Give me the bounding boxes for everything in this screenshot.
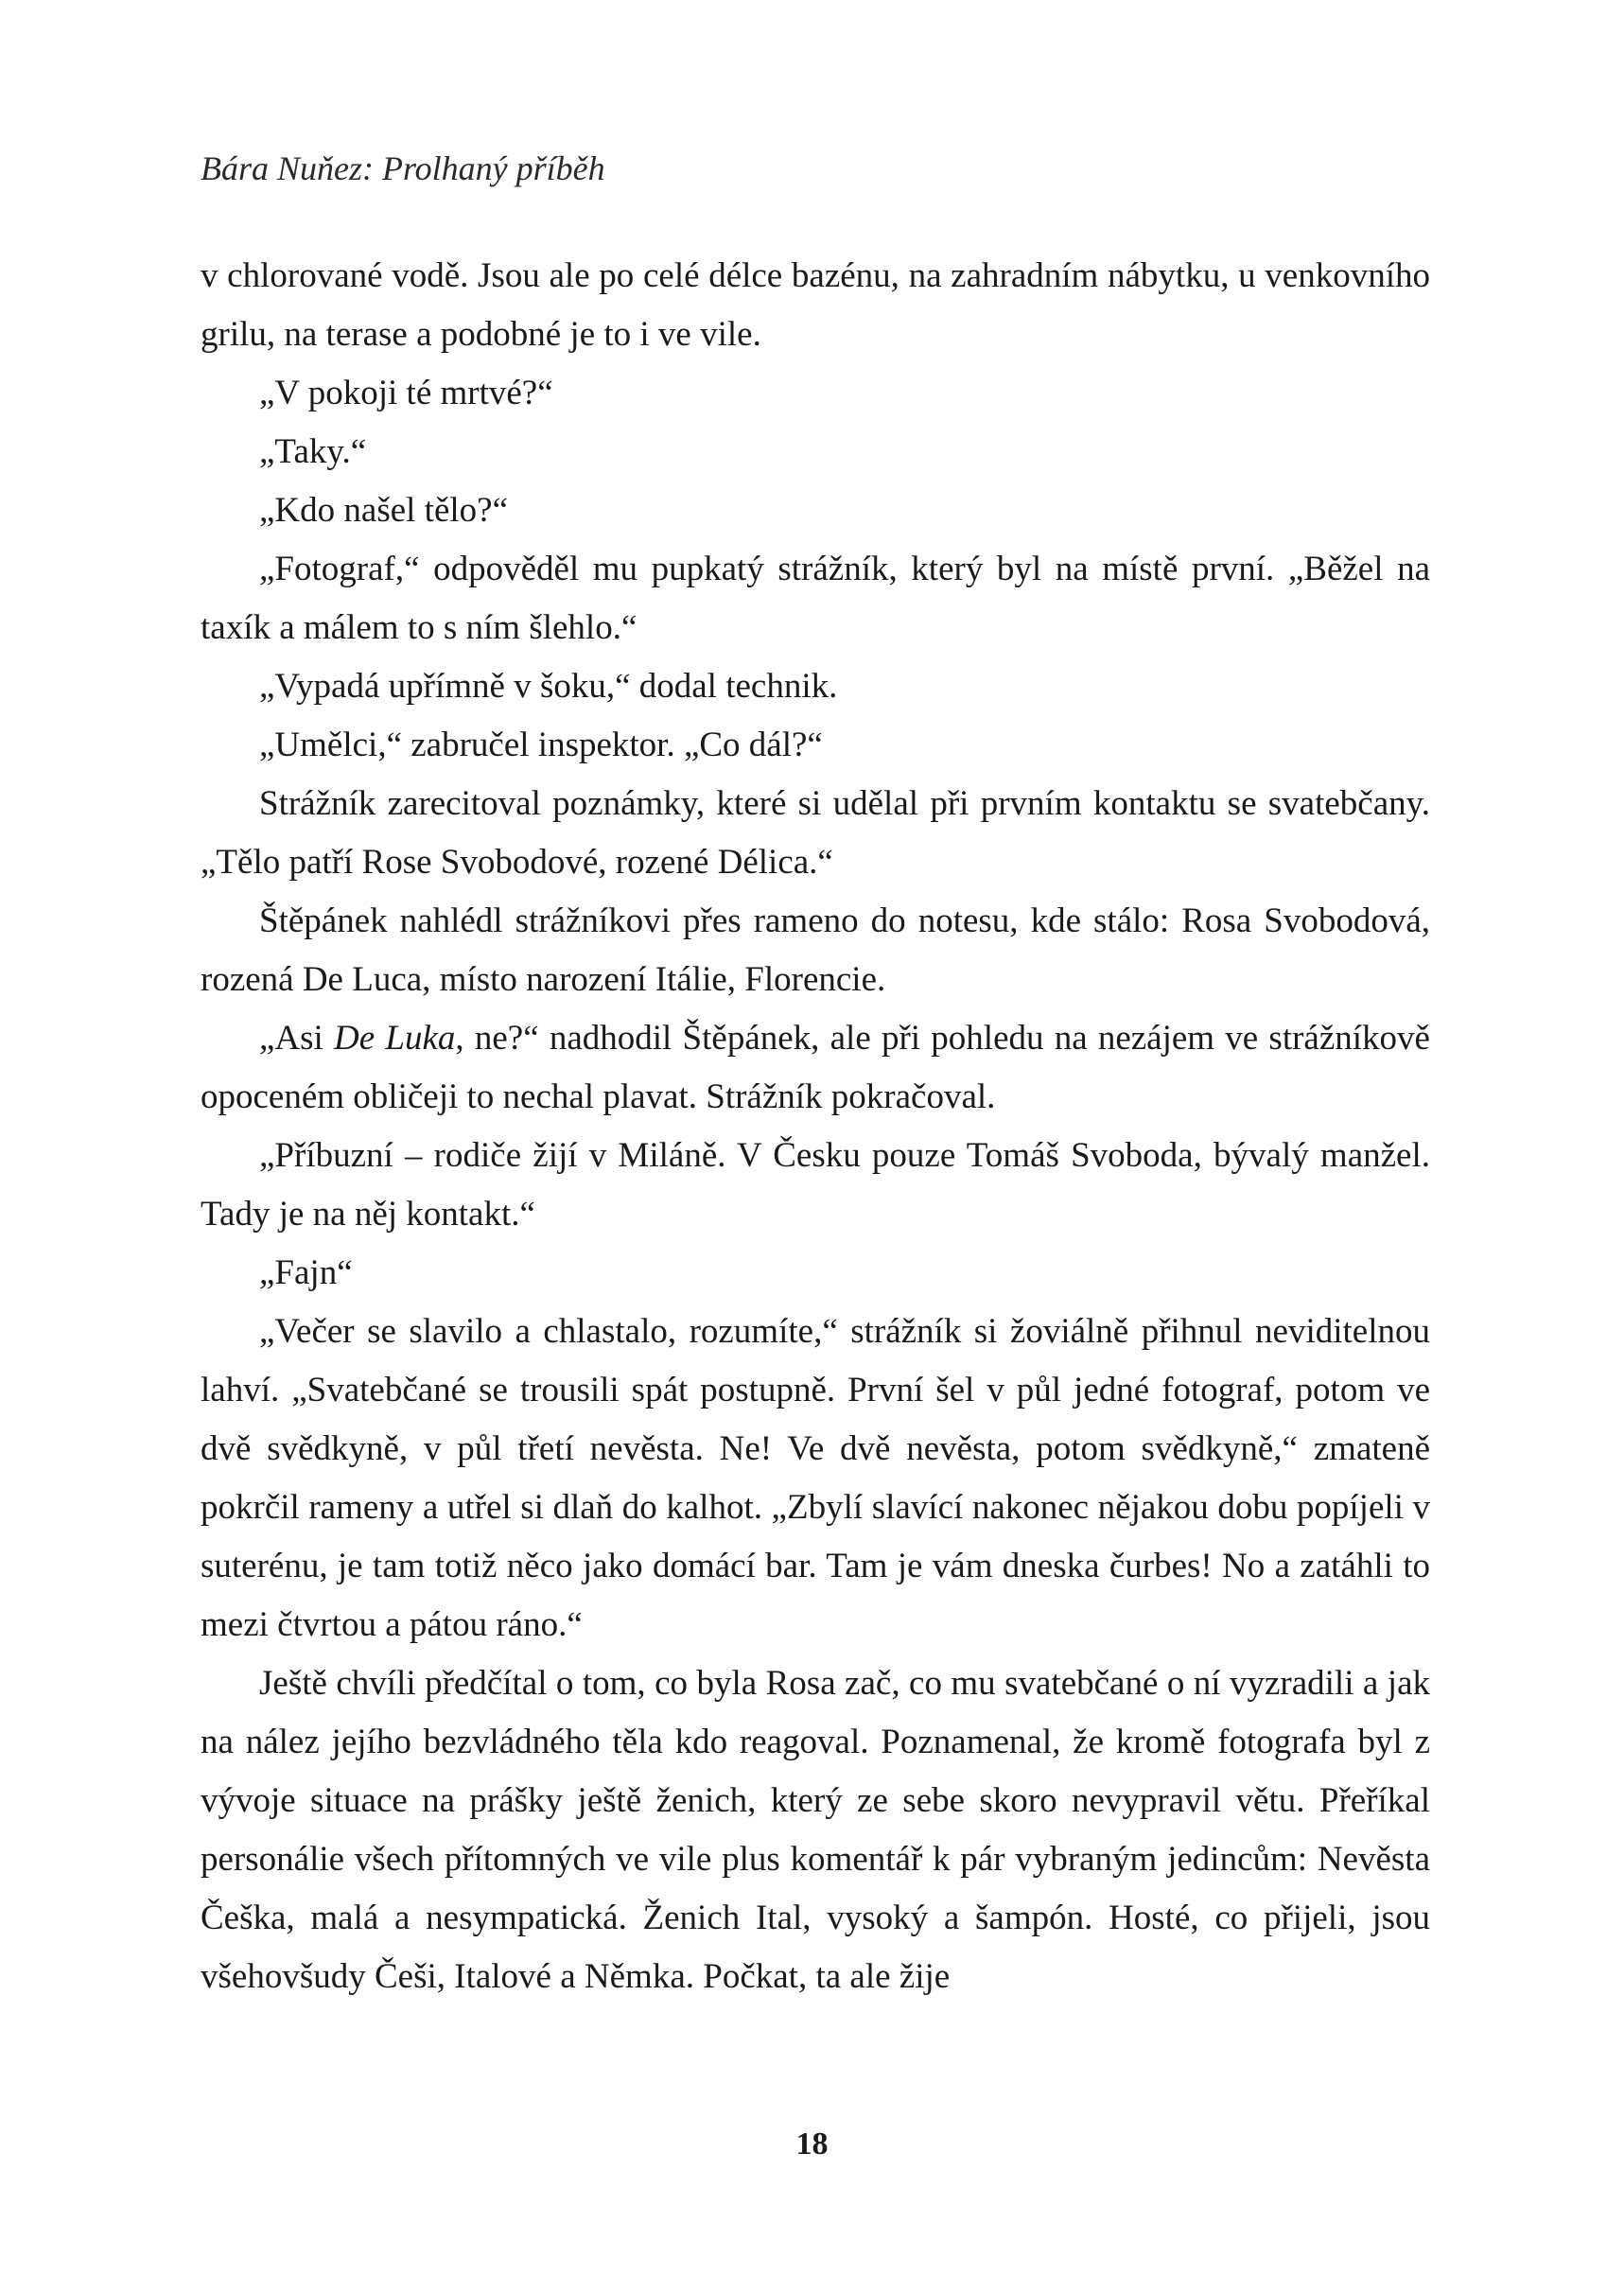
paragraph: „Kdo našel tělo?“ [259,491,508,530]
paragraph: „V pokoji té mrtvé?“ [259,374,553,412]
paragraph: „Umělci,“ zabručel inspektor. „Co dál?“ [259,726,823,764]
paragraph-part: , ne?“ nadhodil Štěpánek, ale při pohledu na nezájem ve strážníkově opoceném obličeji to nechal plavat. Strážník pokračoval. [201,1019,1430,1116]
body-text [201,247,1430,2006]
paragraph: „Fotograf,“ odpověděl mu pupkatý strážník, který byl na místě první. „Běžel na taxík a málem to s ním šlehlo.“ [201,550,1430,647]
paragraph [201,1009,1430,1127]
paragraph: „Večer se slavilo a chlastalo, rozumíte,“ strážník si žoviálně přihnul neviditelnou lahví. „Svatebčané se trousili spát postupně. První šel v půl jedné fotograf, potom ve dvě svědkyně, v půl třetí nevěsta. Ne! Ve dvě nevěsta, potom svědkyně,“ zmateně pokrčil rameny a utřel si dlaň do kalhot. „Zbylí slavící nakonec nějakou dobu popíjeli v suterénu, je tam totiž něco jako domácí bar. Tam je vám dneska čurbes! No a zatáhli to mezi čtvrtou a pátou ráno.“ [201,1312,1430,1644]
page-number: 18 [795,2127,829,2162]
paragraph: „Příbuzní – rodiče žijí v Miláně. V Česku pouze Tomáš Svoboda, bývalý manžel. Tady je na něj kontakt.“ [201,1136,1430,1234]
paragraph: Ještě chvíli předčítal o tom, co byla Rosa zač, co mu svatebčané o ní vyzradili a jak na nález jejího bezvládného těla kdo reagoval. Poznamenal, že kromě fotografa byl z vývoje situace na prášky ještě ženich, který ze sebe skoro nevypravil větu. Přeříkal personálie všech přítomných ve vile plus komentář k pár vybraným jedincům: Nevěsta Češka, malá a nesympatická. Ženich Ital, vysoký a šampón. Hosté, co přijeli, jsou všehovšudy Češi, Italové a Němka. Počkat, ta ale žije [201,1664,1430,1996]
paragraph: Strážník zarecitoval poznámky, které si udělal při prvním kontaktu se svatebčany. „Tělo patří Rose Svobodové, rozené Délica.“ [201,784,1430,882]
paragraph-part: „Asi [259,1019,335,1058]
paragraph: Štěpánek nahlédl strážníkovi přes rameno do notesu, kde stálo: Rosa Svobodová, rozená De Luca, místo narození Itálie, Florencie. [201,901,1430,999]
running-head: Bára Nuňez: Prolhaný příběh [201,149,605,187]
italic-name: De Luka [334,1019,456,1058]
paragraph: „Fajn“ [259,1253,353,1292]
paragraph: v chlorované vodě. Jsou ale po celé délce bazénu, na zahradním nábytku, u venkovního grilu, na terase a podobné je to i ve vile. [201,256,1430,354]
paragraph: „Vypadá upřímně v šoku,“ dodal technik. [259,667,838,706]
paragraph: „Taky.“ [259,432,367,471]
